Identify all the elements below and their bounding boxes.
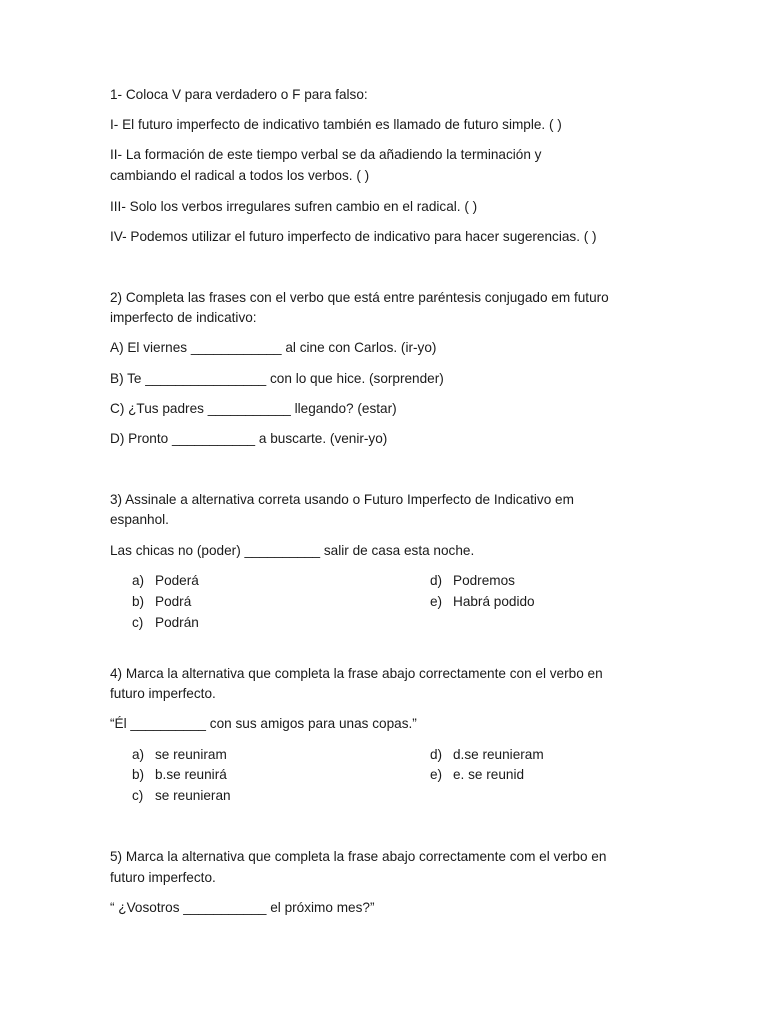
- option-text: Podrá: [155, 594, 192, 609]
- option-text: Podremos: [453, 573, 515, 588]
- option-text: b.se reunirá: [155, 767, 227, 782]
- option-text: Poderá: [155, 573, 199, 588]
- q2-item-b: B) Te ________________ con lo que hice. (sorprender): [110, 371, 444, 386]
- q4-option-c: [132, 786, 231, 806]
- q3-title-line1: 3) Assinale a alternativa correta usando o Futuro Imperfecto de Indicativo em: [110, 492, 574, 507]
- q4-option-d: [430, 745, 544, 765]
- q4-option-b: [132, 765, 227, 785]
- q4-option-a: [132, 745, 227, 765]
- option-letter: d): [430, 747, 443, 762]
- q3-sentence: Las chicas no (poder) __________ salir de casa esta noche.: [110, 543, 475, 558]
- option-letter: a): [132, 573, 145, 588]
- option-letter: e): [430, 594, 443, 609]
- q4-option-e: [430, 765, 524, 785]
- q5-sentence: “ ¿Vosotros ___________ el próximo mes?”: [110, 900, 375, 915]
- q2-title-line2: imperfecto de indicativo:: [110, 310, 257, 325]
- q1-item-2-line2: cambiando el radical a todos los verbos. ( ): [110, 168, 370, 183]
- q2-item-d: D) Pronto ___________ a buscarte. (venir-yo): [110, 431, 388, 446]
- q1-title: 1- Coloca V para verdadero o F para falso:: [110, 87, 368, 102]
- q4-title-line1: 4) Marca la alternativa que completa la frase abajo correctamente con el verbo en: [110, 666, 603, 681]
- option-letter: b): [132, 594, 145, 609]
- q2-title-line1: 2) Completa las frases con el verbo que está entre paréntesis conjugado em futuro: [110, 290, 609, 305]
- option-letter: d): [430, 573, 443, 588]
- q3-option-c: [132, 613, 199, 633]
- option-letter: a): [132, 747, 145, 762]
- q3-option-a: [132, 571, 199, 591]
- q1-item-4: IV- Podemos utilizar el futuro imperfecto de indicativo para hacer sugerencias. ( ): [110, 229, 597, 244]
- option-text: Podrán: [155, 615, 199, 630]
- q3-title-line2: espanhol.: [110, 512, 169, 527]
- option-text: Habrá podido: [453, 594, 535, 609]
- option-letter: e): [430, 767, 443, 782]
- option-letter: c): [132, 788, 144, 803]
- option-text: se reuniram: [155, 747, 227, 762]
- q1-item-3: III- Solo los verbos irregulares sufren cambio en el radical. ( ): [110, 199, 478, 214]
- q1-item-1: I- El futuro imperfecto de indicativo también es llamado de futuro simple. ( ): [110, 117, 562, 132]
- q3-option-e: [430, 592, 535, 612]
- q4-sentence: “Él __________ con sus amigos para unas copas.”: [110, 716, 417, 731]
- option-text: d.se reunieram: [453, 747, 544, 762]
- option-text: e. se reunid: [453, 767, 525, 782]
- q4-title-line2: futuro imperfecto.: [110, 686, 216, 701]
- q2-item-a: A) El viernes ____________ al cine con Carlos. (ir-yo): [110, 340, 437, 355]
- option-text: se reunieran: [155, 788, 231, 803]
- q3-option-b: [132, 592, 191, 612]
- option-letter: b): [132, 767, 145, 782]
- q1-item-2-line1: II- La formación de este tiempo verbal se da añadiendo la terminación y: [110, 147, 542, 162]
- q2-item-c: C) ¿Tus padres ___________ llegando? (estar): [110, 401, 397, 416]
- q3-option-d: [430, 571, 515, 591]
- q5-title-line2: futuro imperfecto.: [110, 870, 216, 885]
- q5-title-line1: 5) Marca la alternativa que completa la frase abajo correctamente com el verbo en: [110, 849, 607, 864]
- option-letter: c): [132, 615, 144, 630]
